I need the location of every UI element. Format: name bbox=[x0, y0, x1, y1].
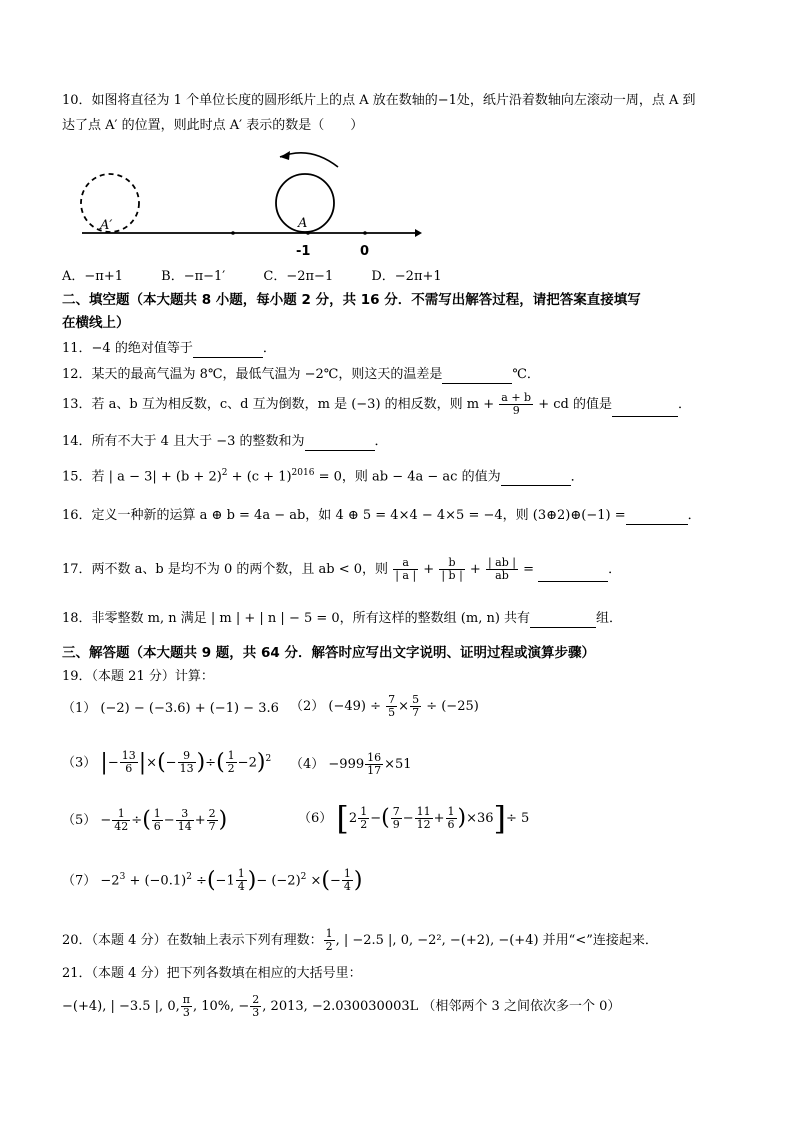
q16: 16．定义一种新的运算 a ⊕ b = 4a − ab，如 4 ⊕ 5 = 4×4 − 4×5 = −4，则 (3⊕2)⊕(−1) = ． bbox=[62, 508, 701, 523]
answer-blank bbox=[193, 343, 263, 358]
p7-text-d: − (−2) bbox=[256, 873, 301, 889]
q12-text: 12．某天的最高气温为 8℃，最低气温为 −2℃，则这天的温差是 bbox=[62, 367, 443, 382]
option-b: B．−π−1′ bbox=[161, 269, 226, 284]
p3-label: （3） bbox=[62, 755, 97, 771]
q19-part3: （3） |− $\frac{13}{6}$ |×(− $\frac{9}{13}$ )÷( $\frac{1}{2}$ −2)$^2$ bbox=[62, 749, 272, 776]
answer-blank bbox=[442, 369, 512, 384]
q11: 11．−4 的绝对值等于 ． bbox=[62, 341, 276, 356]
q14: 14．所有不大于 4 且大于 −3 的整数和为 ． bbox=[62, 434, 388, 449]
option-d: D．−2π+1 bbox=[371, 269, 442, 284]
q11-text: 11．−4 的绝对值等于 bbox=[62, 341, 193, 356]
q12-unit: ℃． bbox=[512, 367, 540, 382]
option-a: A．−π+1 bbox=[62, 269, 123, 284]
q10-text-line1: 10．如图将直径为 1 个单位长度的圆形纸片上的点 A 放在数轴的−1处，纸片沿着数轴向左滚动一周，点 A 到 bbox=[62, 93, 696, 108]
fraction: $\frac{3}{14}$ bbox=[177, 807, 192, 833]
q20 bbox=[62, 928, 658, 953]
fraction: $\frac{b}{| b |}$ bbox=[441, 556, 463, 582]
fraction: $\frac{1}{2}$ bbox=[227, 749, 235, 776]
fraction: $\frac{a}{| a |}$ bbox=[395, 556, 417, 582]
p6-label: （6） bbox=[298, 811, 333, 826]
q18 bbox=[62, 610, 622, 628]
q16-text: 16．定义一种新的运算 a ⊕ b = 4a − ab，如 4 ⊕ 5 = 4×4 − 4×5 = −4，则 (3⊕2)⊕(−1) = bbox=[62, 508, 626, 523]
q15-text-a: 15．若 | a − 3| + (b + 2) bbox=[62, 469, 222, 485]
fraction: $\frac{\pi}{3}$ bbox=[182, 993, 190, 1019]
q15: 15．若 | $a - 3| + (b + 2)^2 + (c + 1)^{2016} = 0$，则 ab − 4a − ac 的值为 ． bbox=[62, 468, 584, 485]
fraction: $\frac{1}{6}$ bbox=[153, 807, 161, 833]
fraction: $\frac{7}{5}$ bbox=[388, 693, 396, 719]
label-zero: 0 bbox=[360, 244, 370, 259]
q21-list-a: −(+4), | −3.5 |, 0, bbox=[62, 999, 180, 1014]
q10-text-line2: 达了点 A′ 的位置，则此时点 A′ 表示的数是（ ） bbox=[62, 118, 364, 133]
section3-title: 三、解答题（本大题共 9 题，共 64 分．解答时应写出文字说明、证明过程或演算步骤） bbox=[62, 645, 595, 661]
answer-blank bbox=[305, 436, 375, 451]
p7-text-e: × bbox=[306, 873, 322, 889]
q20-text: 20．（本题 4 分）在数轴上表示下列有理数： bbox=[62, 933, 323, 948]
q19-part7: $(7) -2^3 + (-0.1)^2 \div(-1$ $\frac{1}{4}$ )− $(-2)^2$ ×(− $\frac{1}{4}$ ) bbox=[62, 867, 363, 894]
fraction: $\frac{5}{7}$ bbox=[412, 693, 420, 719]
fraction: $\frac{7}{9}$ bbox=[392, 805, 400, 831]
p2-text: （2） (−49) ÷ bbox=[290, 699, 382, 714]
fraction: $\frac{9}{13}$ bbox=[179, 749, 194, 776]
fraction: $\frac{| ab |}{ab}$ bbox=[487, 556, 516, 582]
fraction: $\frac{1}{2}$ bbox=[360, 805, 368, 831]
p6-end: ÷ 5 bbox=[506, 811, 530, 826]
q15-exponent-1: 2 bbox=[221, 468, 228, 478]
p6-tail: ×36 bbox=[466, 811, 494, 826]
q17-text: 17．两不数 a、b 是均不为 0 的两个数，且 ab < 0，则 bbox=[62, 562, 389, 577]
answer-blank bbox=[626, 510, 688, 525]
label-minus-one: -1 bbox=[296, 244, 311, 259]
fraction: $\frac{1}{4}$ bbox=[237, 867, 245, 894]
section2-title-line1: 二、填空题（本大题共 8 小题，每小题 2 分，共 16 分．不需写出解答过程，请把答案直接填写 bbox=[62, 292, 641, 308]
p4-text: （4） −999 bbox=[290, 757, 365, 772]
fraction: $\frac{1}{2}$ bbox=[325, 927, 333, 953]
answer-blank bbox=[501, 471, 571, 486]
q19-part6: （6） [2 $\frac{1}{2}$ −( $\frac{7}{9}$ − $\frac{11}{12}$ + $\frac{1}{6}$ )×36]÷ 5 bbox=[298, 799, 530, 838]
label-a: A bbox=[298, 216, 308, 231]
answer-blank bbox=[538, 567, 608, 582]
fraction: $\frac{2}{3}$ bbox=[252, 993, 260, 1019]
fraction: $\frac{2}{7}$ bbox=[208, 807, 216, 833]
fraction: $\frac{1}{42}$ bbox=[114, 807, 129, 833]
p7-text-c: ÷ bbox=[191, 873, 207, 889]
q19-part4 bbox=[290, 752, 412, 777]
section2-title-line2: 在横线上） bbox=[62, 315, 130, 331]
q18-text: 18．非零整数 m, n 满足 | m | + | n | − 5 = 0，所有这样的整数组 (m, n) 共有 bbox=[62, 611, 531, 626]
q13-text-tail: + cd 的值是 bbox=[538, 397, 612, 412]
fraction: $\frac{13}{6}$ bbox=[121, 749, 136, 776]
p7-text-b: + (−0.1) bbox=[125, 873, 187, 889]
q21-list-c: , 2013, −2.030030003L （相邻两个 3 之间依次多一个 0） bbox=[262, 999, 621, 1014]
q10-options bbox=[62, 268, 476, 286]
q19-part2: （2） (−49) ÷ $\frac{7}{5}$ × $\frac{5}{7}$ ÷ (−25) bbox=[290, 693, 479, 719]
q21-list bbox=[62, 994, 620, 1019]
label-a-prime: A′ bbox=[100, 218, 113, 233]
p7-text-a: （7） −2 bbox=[62, 873, 120, 889]
fraction: $\frac{a + b}{9}$ bbox=[501, 391, 532, 417]
answer-blank bbox=[530, 613, 596, 628]
number-line-arrow bbox=[415, 229, 422, 237]
q13-text: 13．若 a、b 互为相反数，c、d 互为倒数，m 是 (−3) 的相反数，则 m + bbox=[62, 397, 495, 412]
rolling-circle-figure bbox=[70, 145, 430, 265]
q19-part5: （5） − $\frac{1}{42}$ ÷( $\frac{1}{6}$ − $\frac{3}{14}$ + $\frac{2}{7}$ ) bbox=[62, 807, 228, 833]
q15-text-c: = 0，则 ab − 4a − ac 的值为 bbox=[314, 469, 501, 485]
q21-title: 21．（本题 4 分）把下列各数填在相应的大括号里： bbox=[62, 966, 362, 981]
q19-title: 19．（本题 21 分）计算： bbox=[62, 669, 214, 684]
q12 bbox=[62, 366, 540, 384]
q15-exponent-2: 2016 bbox=[291, 468, 315, 478]
q15-text-b: + (c + 1) bbox=[227, 469, 292, 485]
answer-blank bbox=[612, 402, 678, 417]
fraction: $\frac{11}{12}$ bbox=[416, 805, 431, 831]
q19-part1: （1） (−2) − (−3.6) + (−1) − 3.6 bbox=[62, 701, 279, 716]
q18-tail: 组． bbox=[596, 611, 623, 626]
q13: 13．若 a、b 互为相反数，c、d 互为倒数，m 是 (−3) 的相反数，则 m + $\frac{a + b}{9}$ + cd 的值是 ． bbox=[62, 391, 692, 417]
option-c: C．−2π−1 bbox=[263, 269, 334, 284]
p5-label: （5） − bbox=[62, 813, 112, 828]
q21-list-b: , 10%, − bbox=[192, 999, 250, 1014]
q14-text: 14．所有不大于 4 且大于 −3 的整数和为 bbox=[62, 434, 305, 449]
p2-tail: ÷ (−25) bbox=[426, 699, 479, 714]
number-line-diagram bbox=[70, 145, 430, 265]
fraction: $\frac{16}{17}$ bbox=[367, 751, 382, 777]
q17: 17．两不数 a、b 是均不为 0 的两个数，且 ab < 0，则 $\frac{a}{| a |}$ + $\frac{b}{| b |}$ + $\frac{| ab |}{ab}$ = ． bbox=[62, 556, 622, 582]
q20-tail: , | −2.5 |, 0, −2², −(+2), −(+4) 并用“<”连接起来． bbox=[335, 933, 658, 948]
fraction: $\frac{1}{4}$ bbox=[343, 867, 351, 894]
fraction: $\frac{1}{6}$ bbox=[447, 805, 455, 831]
p4-tail: ×51 bbox=[384, 757, 412, 772]
